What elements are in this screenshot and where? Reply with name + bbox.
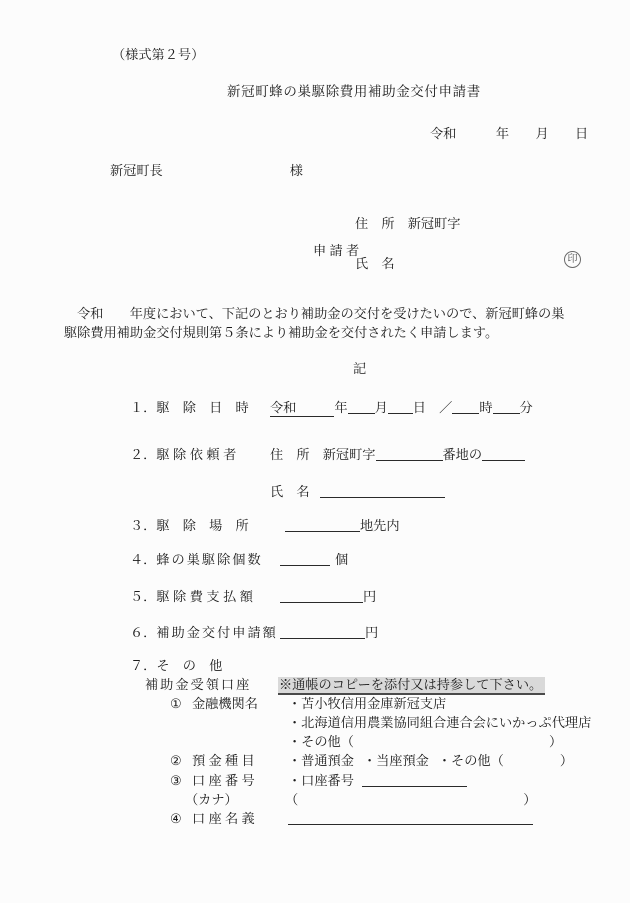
- fill-in-blank: [362, 773, 467, 787]
- seal-icon: 印: [564, 251, 581, 268]
- item-requester: ２．駆除依頼者 住 所 新冠町字 番地の: [130, 444, 525, 463]
- seal-stamp: [564, 250, 581, 268]
- account-number-kana-row: （カナ） （ ）: [185, 789, 536, 808]
- fill-in-blank: [288, 811, 533, 825]
- fill-in-blank: [348, 400, 375, 414]
- fill-in-blank: [285, 518, 360, 532]
- circled-number: ③: [170, 773, 182, 788]
- addressee-line: [110, 160, 303, 179]
- item-label: ６．補助金交付申請額: [130, 625, 278, 640]
- fill-in-blank: [320, 484, 445, 498]
- account-type-row: ② 預 金 種 目 ・普通預金 ・当座預金 ・その他（ ）: [170, 750, 573, 769]
- fill-in-blank: [280, 625, 365, 639]
- circled-number: ②: [170, 753, 182, 768]
- bank-name-row: ① 金融機関名 ・苫小牧信用金庫新冠支店: [170, 693, 446, 712]
- item-nest-count: ４．蜂の巣駆除個数 個: [130, 549, 348, 568]
- header-date-line: 令和 年 月 日: [430, 126, 589, 141]
- item-label: ３．駆 除 場 所: [130, 518, 249, 533]
- kana-label: （カナ）: [185, 792, 238, 807]
- item-location: ３．駆 除 場 所 地先内: [130, 515, 400, 534]
- item-other: ７．そ の 他: [130, 658, 223, 673]
- item-label: １．駆 除 日 時: [130, 400, 249, 415]
- item-label: ５．駆除費支払額: [130, 589, 257, 604]
- fill-in-blank: [388, 400, 413, 414]
- bank-option-2: ・北海道信用農業協同組合連合会にいかっぷ代理店: [288, 715, 592, 730]
- item-subsidy-amount: ６．補助金交付申請額 円: [130, 622, 378, 641]
- fill-in-blank: [280, 552, 330, 566]
- fill-in-blank: [280, 589, 363, 603]
- bank-option-other: ・その他（ ）: [288, 734, 563, 749]
- fill-in-blank: [376, 447, 443, 461]
- subsidy-account-row: [145, 674, 545, 693]
- sub-label: 金融機関名: [192, 696, 258, 711]
- body-paragraph: 令和 年度において、下記のとおり補助金の交付を受けたいので、新冠町蜂の巣駆除費用補助金交付規則第５条により補助金を交付されたく申請します。: [64, 306, 565, 340]
- fill-in-blank: [452, 400, 479, 414]
- applicant-address-line: 住 所 新冠町字: [355, 216, 461, 231]
- item-cost-paid: ５．駆除費支払額 円: [130, 586, 376, 605]
- sub-label: 口 座 名 義: [192, 811, 255, 826]
- form-title: 新冠町蜂の巣駆除費用補助金交付申請書: [227, 84, 481, 99]
- form-number: （様式第２号）: [112, 47, 205, 62]
- item-label: ２．駆除依頼者: [130, 447, 240, 462]
- passbook-copy-note: ※通帳のコピーを添付又は持参して下さい。: [278, 677, 545, 695]
- item-label: ４．蜂の巣駆除個数: [130, 552, 263, 567]
- circled-number: ①: [170, 696, 182, 711]
- item-requester-name: 氏 名: [270, 481, 445, 500]
- fill-in-blank: [493, 400, 520, 414]
- fill-in-blank: [482, 447, 525, 461]
- addressee: 新冠町長: [110, 163, 163, 178]
- account-number-row: ③ 口 座 番 号 ・口座番号: [170, 770, 467, 789]
- section-marker: 記: [353, 361, 367, 376]
- sub-label: 口 座 番 号: [192, 773, 255, 788]
- sub-label: 預 金 種 目: [192, 753, 255, 768]
- account-holder-row: [170, 808, 533, 827]
- circled-number: ④: [170, 811, 182, 826]
- applicant-label: 申 請 者: [313, 243, 360, 258]
- honorific: 様: [289, 163, 303, 178]
- applicant-name-label: 氏 名: [355, 256, 395, 271]
- item-removal-datetime: １．駆 除 日 時 令和 年 月 日 ／ 時 分: [130, 397, 533, 417]
- account-label: 補助金受領口座: [145, 677, 252, 692]
